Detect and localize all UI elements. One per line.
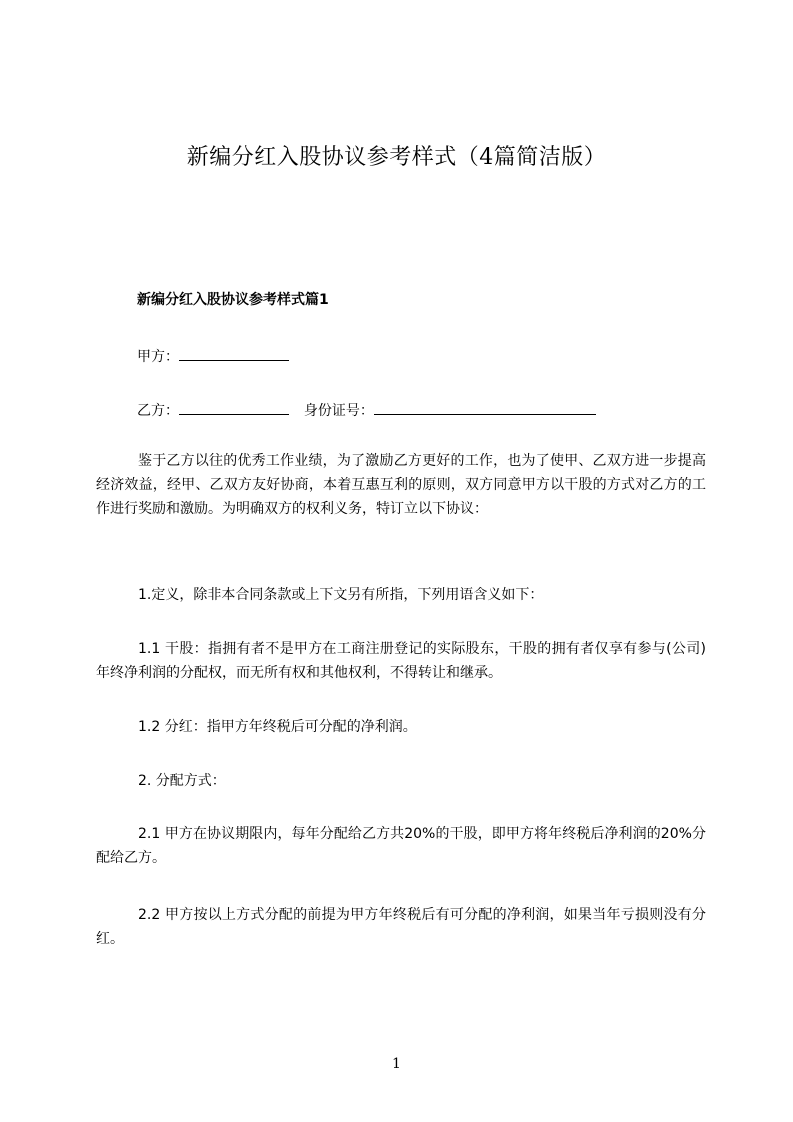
clause-2-1-paragraph: 2.1 甲方在协议期限内，每年分配给乙方共20%的干股，即甲方将年终税后净利润的20%分配给乙方。	[96, 826, 706, 866]
id-number-blank	[374, 399, 596, 415]
party-b-label: 乙方：	[137, 403, 179, 419]
clause-2-2-paragraph: 2.2 甲方按以上方式分配的前提为甲方年终税后有可分配的净利润，如果当年亏损则没有分红。	[96, 907, 706, 947]
party-a-blank	[179, 345, 289, 361]
clause-1-1-paragraph: 1.1 干股：指拥有者不是甲方在工商注册登记的实际股东，干股的拥有者仅享有参与(公司)年终净利润的分配权，而无所有权和其他权利，不得转让和继承。	[96, 641, 706, 681]
document-title: 新编分红入股协议参考样式（4篇简洁版）	[186, 145, 607, 170]
clause-1-paragraph: 1.定义，除非本合同条款或上下文另有所指，下列用语含义如下：	[138, 587, 544, 603]
party-b-blank	[179, 399, 289, 415]
party-a-field	[137, 345, 289, 366]
page-number: 1	[392, 1056, 401, 1072]
preamble-paragraph: 鉴于乙方以往的优秀工作业绩，为了激励乙方更好的工作，也为了使甲、乙双方进一步提高经济效益，经甲、乙双方友好协商，本着互惠互利的原则，双方同意甲方以干股的方式对乙方的工作进行奖励和激励。为明确双方的权利义务，特订立以下协议：	[96, 453, 706, 517]
party-a-label: 甲方：	[137, 349, 179, 365]
clause-2-paragraph: 2. 分配方式：	[138, 773, 226, 789]
section-title: 新编分红入股协议参考样式篇1	[137, 292, 329, 308]
id-number-label: 身份证号：	[303, 403, 374, 419]
clause-1-2-paragraph: 1.2 分红：指甲方年终税后可分配的净利润。	[138, 719, 417, 735]
party-b-field	[137, 399, 596, 420]
